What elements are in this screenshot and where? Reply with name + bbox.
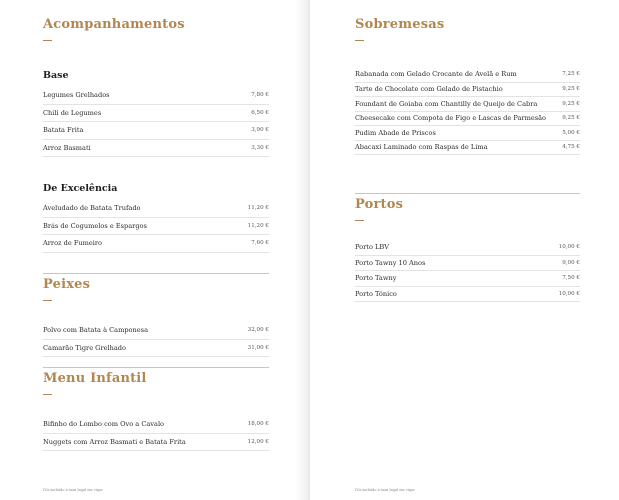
section-portos: [355, 193, 580, 302]
title-dash: [43, 394, 52, 395]
item-list: [355, 240, 580, 302]
item-name: Foundant de Goiaba com Chantilly de Queijo de Cabra: [355, 99, 538, 108]
item-name: Polvo com Batata à Camponesa: [43, 326, 148, 335]
item-price: 7,25 €: [562, 70, 580, 77]
item-name: Camarão Tigre Grelhado: [43, 343, 126, 352]
item-price: 31,00 €: [247, 344, 269, 351]
menu-item: [355, 97, 580, 112]
section-sobremesas: [355, 17, 580, 41]
item-price: 10,00 €: [558, 244, 580, 251]
menu-item: [355, 271, 580, 287]
item-price: 9,25 €: [562, 115, 580, 122]
item-list: [43, 87, 269, 157]
item-name: Tarte de Chocolate com Gelado de Pistachio: [355, 85, 503, 94]
menu-item: [355, 66, 580, 83]
item-price: 7,50 €: [562, 275, 580, 282]
item-price: 11,20 €: [247, 205, 269, 212]
section-infantil: [43, 367, 269, 451]
item-price: 32,00 €: [247, 327, 269, 334]
menu-item: [43, 340, 269, 358]
item-name: Bifinho do Lombo com Ovo a Cavalo: [43, 420, 165, 429]
menu-page-right: [310, 0, 619, 500]
item-list: [355, 66, 580, 155]
item-price: 7,60 €: [251, 240, 269, 247]
item-price: 6,50 €: [251, 109, 269, 116]
item-price: 9,25 €: [562, 86, 580, 93]
menu-item: [355, 126, 580, 141]
item-price: 5,00 €: [562, 129, 580, 136]
item-name: Arroz Basmati: [43, 143, 91, 152]
item-name: Brás de Cogumelos e Espargos: [43, 221, 147, 230]
section-title: Portos: [355, 197, 404, 212]
menu-item: [43, 122, 269, 140]
item-name: Porto Tónico: [355, 289, 397, 298]
menu-item: [355, 256, 580, 272]
menu-item: [355, 240, 580, 256]
title-dash: [43, 300, 52, 301]
item-price: 7,80 €: [251, 92, 269, 99]
title-dash: [355, 220, 364, 221]
section-peixes: [43, 273, 269, 357]
item-price: 3,90 €: [251, 127, 269, 134]
menu-page-left: [0, 0, 309, 500]
menu-item: [355, 112, 580, 127]
section-rule: [43, 273, 269, 274]
subsection-base: [43, 70, 269, 157]
item-name: Cheesecake com Compota de Figo e Lascas de Parmesão: [355, 114, 547, 123]
section-title: Menu Infantil: [43, 371, 147, 386]
item-price: 9,00 €: [562, 259, 580, 266]
title-dash: [43, 40, 52, 41]
menu-item: [43, 416, 269, 434]
section-title: Peixes: [43, 277, 91, 292]
menu-item: [43, 140, 269, 158]
item-name: Rabanada com Gelado Crocante de Avelã e Rum: [355, 69, 517, 78]
item-price: 4,75 €: [562, 144, 580, 151]
title-dash: [355, 40, 364, 41]
menu-item: [43, 235, 269, 253]
subsection-excelencia: [43, 183, 269, 253]
item-name: Porto Tawny 10 Anos: [355, 258, 426, 267]
item-list: [43, 200, 269, 253]
item-name: Arroz de Fumeiro: [43, 239, 103, 248]
menu-item: [43, 200, 269, 218]
item-name: Aveludado de Batata Trufado: [43, 204, 141, 213]
menu-item: [355, 141, 580, 156]
menu-item: [43, 218, 269, 236]
item-price: 10,00 €: [558, 290, 580, 297]
item-name: Pudim Abade de Priscos: [355, 128, 436, 137]
item-price: 9,25 €: [562, 100, 580, 107]
menu-item: [43, 87, 269, 105]
item-price: 11,20 €: [247, 222, 269, 229]
footnote: IVA incluído à taxa legal em vigor: [355, 488, 415, 492]
item-name: Abacaxi Laminado com Raspas de Lima: [355, 143, 488, 152]
sobremesas-list: [355, 66, 580, 155]
item-name: Legumes Grelhados: [43, 91, 110, 100]
item-name: Chili de Legumes: [43, 108, 102, 117]
item-list: [43, 416, 269, 451]
menu-item: [355, 83, 580, 98]
item-name: Porto Tawny: [355, 274, 397, 283]
section-rule: [43, 367, 269, 368]
footnote: IVA incluído à taxa legal em vigor: [43, 488, 103, 492]
section-acompanhamentos: [43, 17, 269, 41]
subsection-title: De Excelência: [43, 183, 118, 194]
menu-item: [355, 287, 580, 303]
subsection-title: Base: [43, 70, 69, 81]
item-name: Porto LBV: [355, 243, 389, 252]
item-price: 18,00 €: [247, 421, 269, 428]
item-price: 12,00 €: [247, 438, 269, 445]
menu-item: [43, 322, 269, 340]
section-title: Sobremesas: [355, 17, 445, 32]
item-name: Nuggets com Arroz Basmati e Batata Frita: [43, 437, 186, 446]
section-title: Acompanhamentos: [43, 17, 185, 32]
menu-item: [43, 105, 269, 123]
item-list: [43, 322, 269, 357]
section-rule: [355, 193, 580, 194]
item-name: Batata Frita: [43, 126, 84, 135]
menu-item: [43, 434, 269, 452]
item-price: 3,30 €: [251, 144, 269, 151]
